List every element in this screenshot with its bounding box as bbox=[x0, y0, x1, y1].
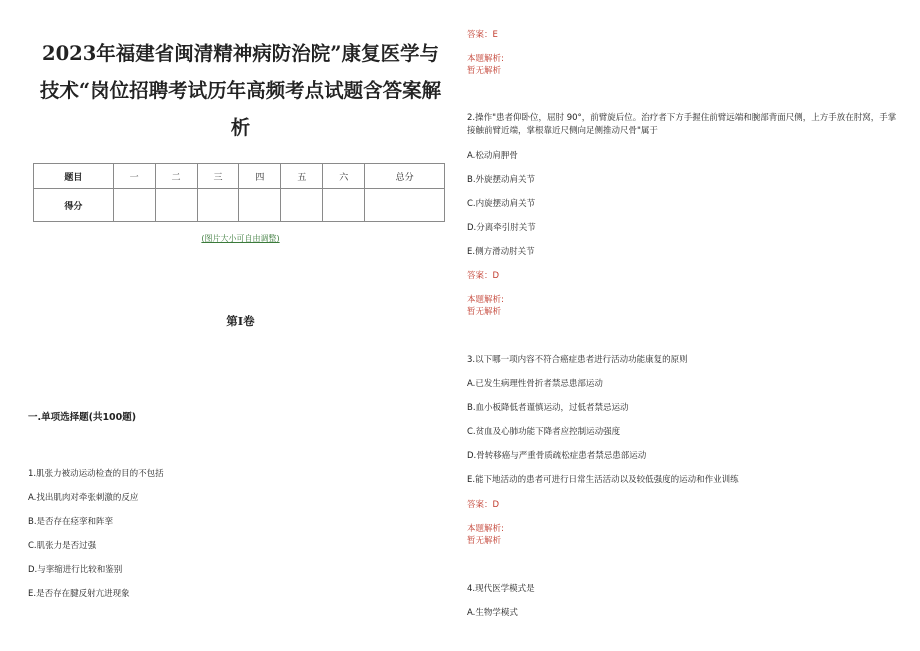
question-2-option-a: A.松动肩胛骨 bbox=[467, 151, 518, 161]
header-cell-3: 三 bbox=[197, 164, 239, 189]
carryover-analysis-label: 本题解析: bbox=[467, 54, 504, 64]
question-2-answer: 答案：D bbox=[467, 271, 500, 281]
header-cell-6: 六 bbox=[323, 164, 365, 189]
score-table-header-row bbox=[34, 164, 445, 189]
question-3-stem: 3.以下哪一项内容不符合癌症患者进行活动功能康复的原则 bbox=[467, 355, 688, 365]
question-3-analysis: 暂无解析 bbox=[467, 536, 502, 546]
question-1-option-a: A.找出肌肉对牵张刺激的反应 bbox=[28, 493, 139, 503]
header-cell-5: 五 bbox=[281, 164, 323, 189]
question-2-analysis: 暂无解析 bbox=[467, 307, 502, 317]
question-3-option-e: E.能下地活动的患者可进行日常生活活动以及较低强度的运动和作业训练 bbox=[467, 475, 739, 485]
question-1-option-b: B.是否存在痉挛和阵挛 bbox=[28, 517, 114, 527]
score-cell-3 bbox=[197, 189, 239, 222]
header-cell-2: 二 bbox=[155, 164, 197, 189]
section-title: 第Ⅰ卷 bbox=[226, 314, 255, 328]
question-2-option-c: C.内旋摆动肩关节 bbox=[467, 199, 536, 209]
question-3-option-c: C.贫血及心肺功能下降者应控制运动强度 bbox=[467, 427, 621, 437]
score-cell-5 bbox=[281, 189, 323, 222]
question-2-option-b: B.外旋摆动肩关节 bbox=[467, 175, 536, 185]
score-cell-total bbox=[365, 189, 445, 222]
question-2-option-d: D.分离牵引肘关节 bbox=[467, 223, 536, 233]
question-1-option-c: C.肌张力是否过强 bbox=[28, 541, 97, 551]
question-2-analysis-label: 本题解析: bbox=[467, 295, 504, 305]
question-2-stem: 2.操作"患者仰卧位，屈肘 90°，前臂旋后位。治疗者下方手握住前臂远端和腕部背面尺侧，上方手放在肘窝，手掌接触前臂近端，掌根靠近尺侧向足侧推动尺骨"属于 bbox=[467, 113, 897, 136]
score-cell-2 bbox=[155, 189, 197, 222]
header-cell-4: 四 bbox=[239, 164, 281, 189]
carryover-answer: 答案：E bbox=[467, 30, 498, 40]
header-cell-topic: 题目 bbox=[34, 164, 114, 189]
question-3-option-d: D.骨转移癌与严重骨质疏松症患者禁忌患部运动 bbox=[467, 451, 647, 461]
header-cell-total: 总分 bbox=[365, 164, 445, 189]
question-1-option-e: E.是否存在腱反射亢进现象 bbox=[28, 589, 130, 599]
score-cell-1 bbox=[113, 189, 155, 222]
question-2-option-e: E.侧方滑动肘关节 bbox=[467, 247, 535, 257]
question-3-analysis-label: 本题解析: bbox=[467, 524, 504, 534]
left-column bbox=[28, 0, 453, 651]
question-3-option-b: B.血小板降低者谨慎运动，过低者禁忌运动 bbox=[467, 403, 629, 413]
header-cell-1: 一 bbox=[113, 164, 155, 189]
carryover-analysis: 暂无解析 bbox=[467, 66, 502, 76]
part-title: 一.单项选择题(共100题) bbox=[28, 412, 137, 423]
question-1-stem: 1.肌张力被动运动检查的目的不包括 bbox=[28, 469, 164, 479]
score-cell-6 bbox=[323, 189, 365, 222]
question-3-answer: 答案：D bbox=[467, 500, 500, 510]
score-table bbox=[33, 163, 445, 222]
right-column bbox=[467, 0, 907, 651]
score-table-score-row bbox=[34, 189, 445, 222]
score-row-label: 得分 bbox=[34, 189, 114, 222]
score-cell-4 bbox=[239, 189, 281, 222]
question-3-option-a: A.已发生病理性骨折者禁忌患部运动 bbox=[467, 379, 603, 389]
document-title bbox=[28, 35, 453, 146]
question-1-option-d: D.与挛缩进行比较和鉴别 bbox=[28, 565, 123, 575]
title-line-2: 技术“岗位招聘考试历年高频考点试题含答案解 bbox=[39, 79, 442, 102]
title-line-3: 析 bbox=[230, 116, 251, 139]
title-line-1: 2023年福建省闽清精神病防治院”康复医学与 bbox=[42, 42, 439, 65]
question-4-stem: 4.现代医学模式是 bbox=[467, 584, 535, 594]
question-4-option-a: A.生物学模式 bbox=[467, 608, 518, 618]
image-caption: (图片大小可自由调整) bbox=[201, 234, 280, 243]
